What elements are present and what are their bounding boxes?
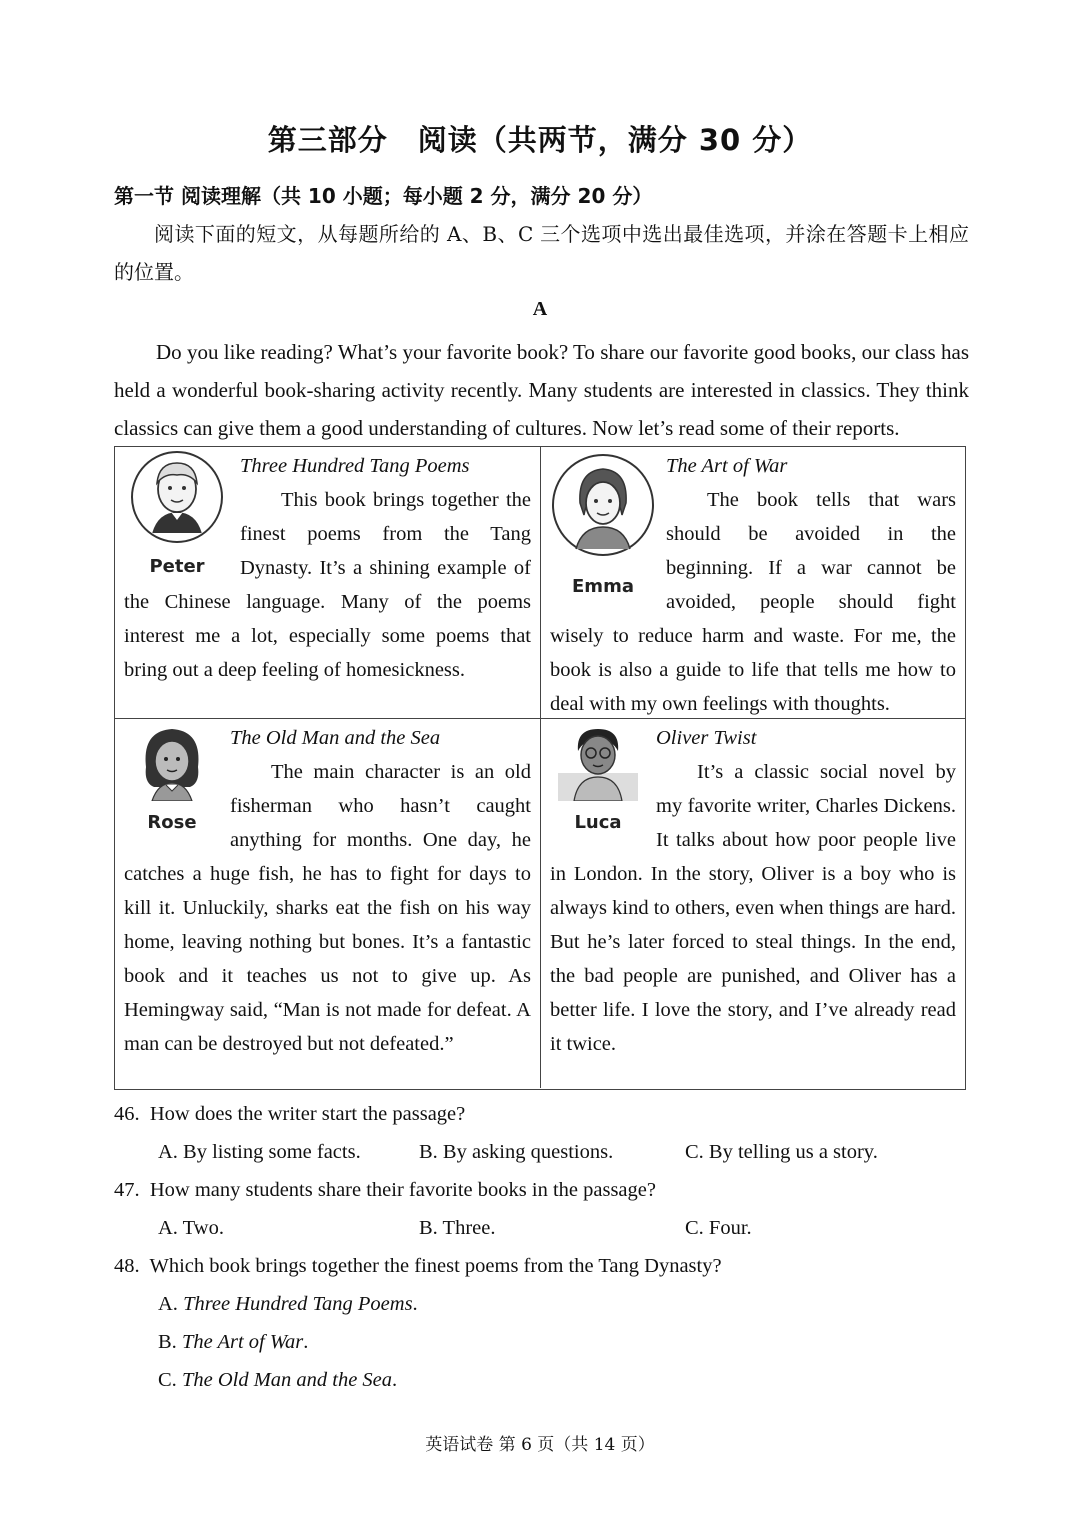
review-text: It’s a classic social novel by my favorite writer, Charles Dickens. It talks about how poor people live in London. In the story, Oliver is a boy who is always kind to others, even when things are hard. But he’s later forced to steal things. In the end, the bad people are punished, and Oliver has a better life. I love the story, and I’ve already read it twice.	[550, 761, 956, 1055]
option-47-b[interactable]: B. Three.	[419, 1217, 496, 1239]
avatar-peter	[124, 449, 230, 578]
page-footer: 英语试卷 第 6 页（共 14 页）	[425, 1435, 655, 1455]
student-name: Rose	[147, 812, 197, 833]
passage-label: A	[532, 298, 548, 320]
student-name: Emma	[572, 576, 634, 597]
review-text: This book brings together the finest poems from the Tang Dynasty. It’s a shining example of the Chinese language. Many of the poems interest me a lot, especially some poems that bring out a deep feeling of homesickness.	[124, 489, 531, 681]
book-title: The Art of War	[666, 455, 788, 477]
option-book-title: Three Hundred Tang Poems	[183, 1293, 413, 1315]
question-text: How does the writer start the passage?	[149, 1103, 466, 1125]
student-name: Peter	[149, 556, 205, 577]
page-title: 第三部分 阅读（共两节，满分 30 分）	[267, 123, 813, 157]
girl-portrait-icon	[550, 453, 656, 565]
passage-intro: Do you like reading? What’s your favorite book? To share our favorite good books, our class has held a wonderful book-sharing activity recently. Many students are interested in classics. They think classics can give them a good understanding of cultures. Now let’s read some of their reports.	[114, 340, 969, 440]
option-46-a[interactable]: A. By listing some facts.	[158, 1141, 361, 1163]
review-text: The book tells that wars should be avoided in the beginning. If a war cannot be avoided, people should fight wisely to reduce harm and waste. For me, the book is also a guide to life that tells me how to deal with my own feelings with thoughts.	[550, 489, 956, 715]
option-46-b[interactable]: B. By asking questions.	[419, 1141, 614, 1163]
option-period: .	[392, 1369, 398, 1391]
option-48-a[interactable]	[158, 1290, 418, 1318]
book-title: Three Hundred Tang Poems	[240, 455, 470, 477]
question-text: How many students share their favorite books in the passage?	[149, 1179, 656, 1201]
question-number: 46.	[114, 1103, 140, 1125]
report-cell-luca	[541, 719, 965, 1088]
report-cell-rose	[115, 719, 541, 1088]
question-48	[114, 1252, 722, 1280]
option-book-title: The Old Man and the Sea	[181, 1369, 393, 1391]
section-title: 第一节 阅读理解（共 10 小题；每小题 2 分，满分 20 分）	[114, 184, 653, 208]
instructions: 阅读下面的短文，从每题所给的 A、B、C 三个选项中选出最佳选项，并涂在答题卡上相应的位置。	[114, 222, 969, 284]
option-period: .	[303, 1331, 309, 1353]
option-46-c[interactable]: C. By telling us a story.	[685, 1141, 878, 1163]
question-text: Which book brings together the finest poems from the Tang Dynasty?	[149, 1255, 722, 1277]
boy-portrait-icon	[129, 449, 225, 545]
option-letter: A.	[158, 1293, 184, 1315]
question-number: 47.	[114, 1179, 140, 1201]
option-book-title: The Art of War	[181, 1331, 304, 1353]
student-name: Luca	[574, 812, 622, 833]
option-48-b[interactable]	[158, 1328, 308, 1356]
book-title: Oliver Twist	[656, 727, 757, 749]
girl-portrait-icon	[132, 721, 212, 801]
avatar-luca	[550, 721, 646, 834]
option-47-a[interactable]: A. Two.	[158, 1217, 224, 1239]
option-period: .	[412, 1293, 418, 1315]
option-letter: C.	[158, 1369, 182, 1391]
book-report-table	[114, 446, 966, 1090]
option-letter: B.	[158, 1331, 182, 1353]
option-48-c[interactable]	[158, 1366, 397, 1394]
avatar-emma	[550, 453, 656, 598]
question-47	[114, 1176, 656, 1204]
question-46	[114, 1100, 465, 1128]
review-text: The main character is an old fisherman who hasn’t caught anything for months. One day, he catches a huge fish, he has to fight for days to kill it. Unluckily, sharks eat the fish on his way home, leaving nothing but bones. It’s a fantastic book and it teaches us not to give up. As Hemingway said, “Man is not made for defeat. A man can be destroyed but not defeated.”	[124, 761, 531, 1055]
avatar-rose	[124, 721, 220, 834]
report-cell-emma	[541, 447, 965, 719]
book-title: The Old Man and the Sea	[230, 727, 441, 749]
report-cell-peter	[115, 447, 541, 719]
option-47-c[interactable]: C. Four.	[685, 1217, 752, 1239]
question-number: 48.	[114, 1255, 140, 1277]
boy-portrait-icon	[556, 721, 640, 801]
